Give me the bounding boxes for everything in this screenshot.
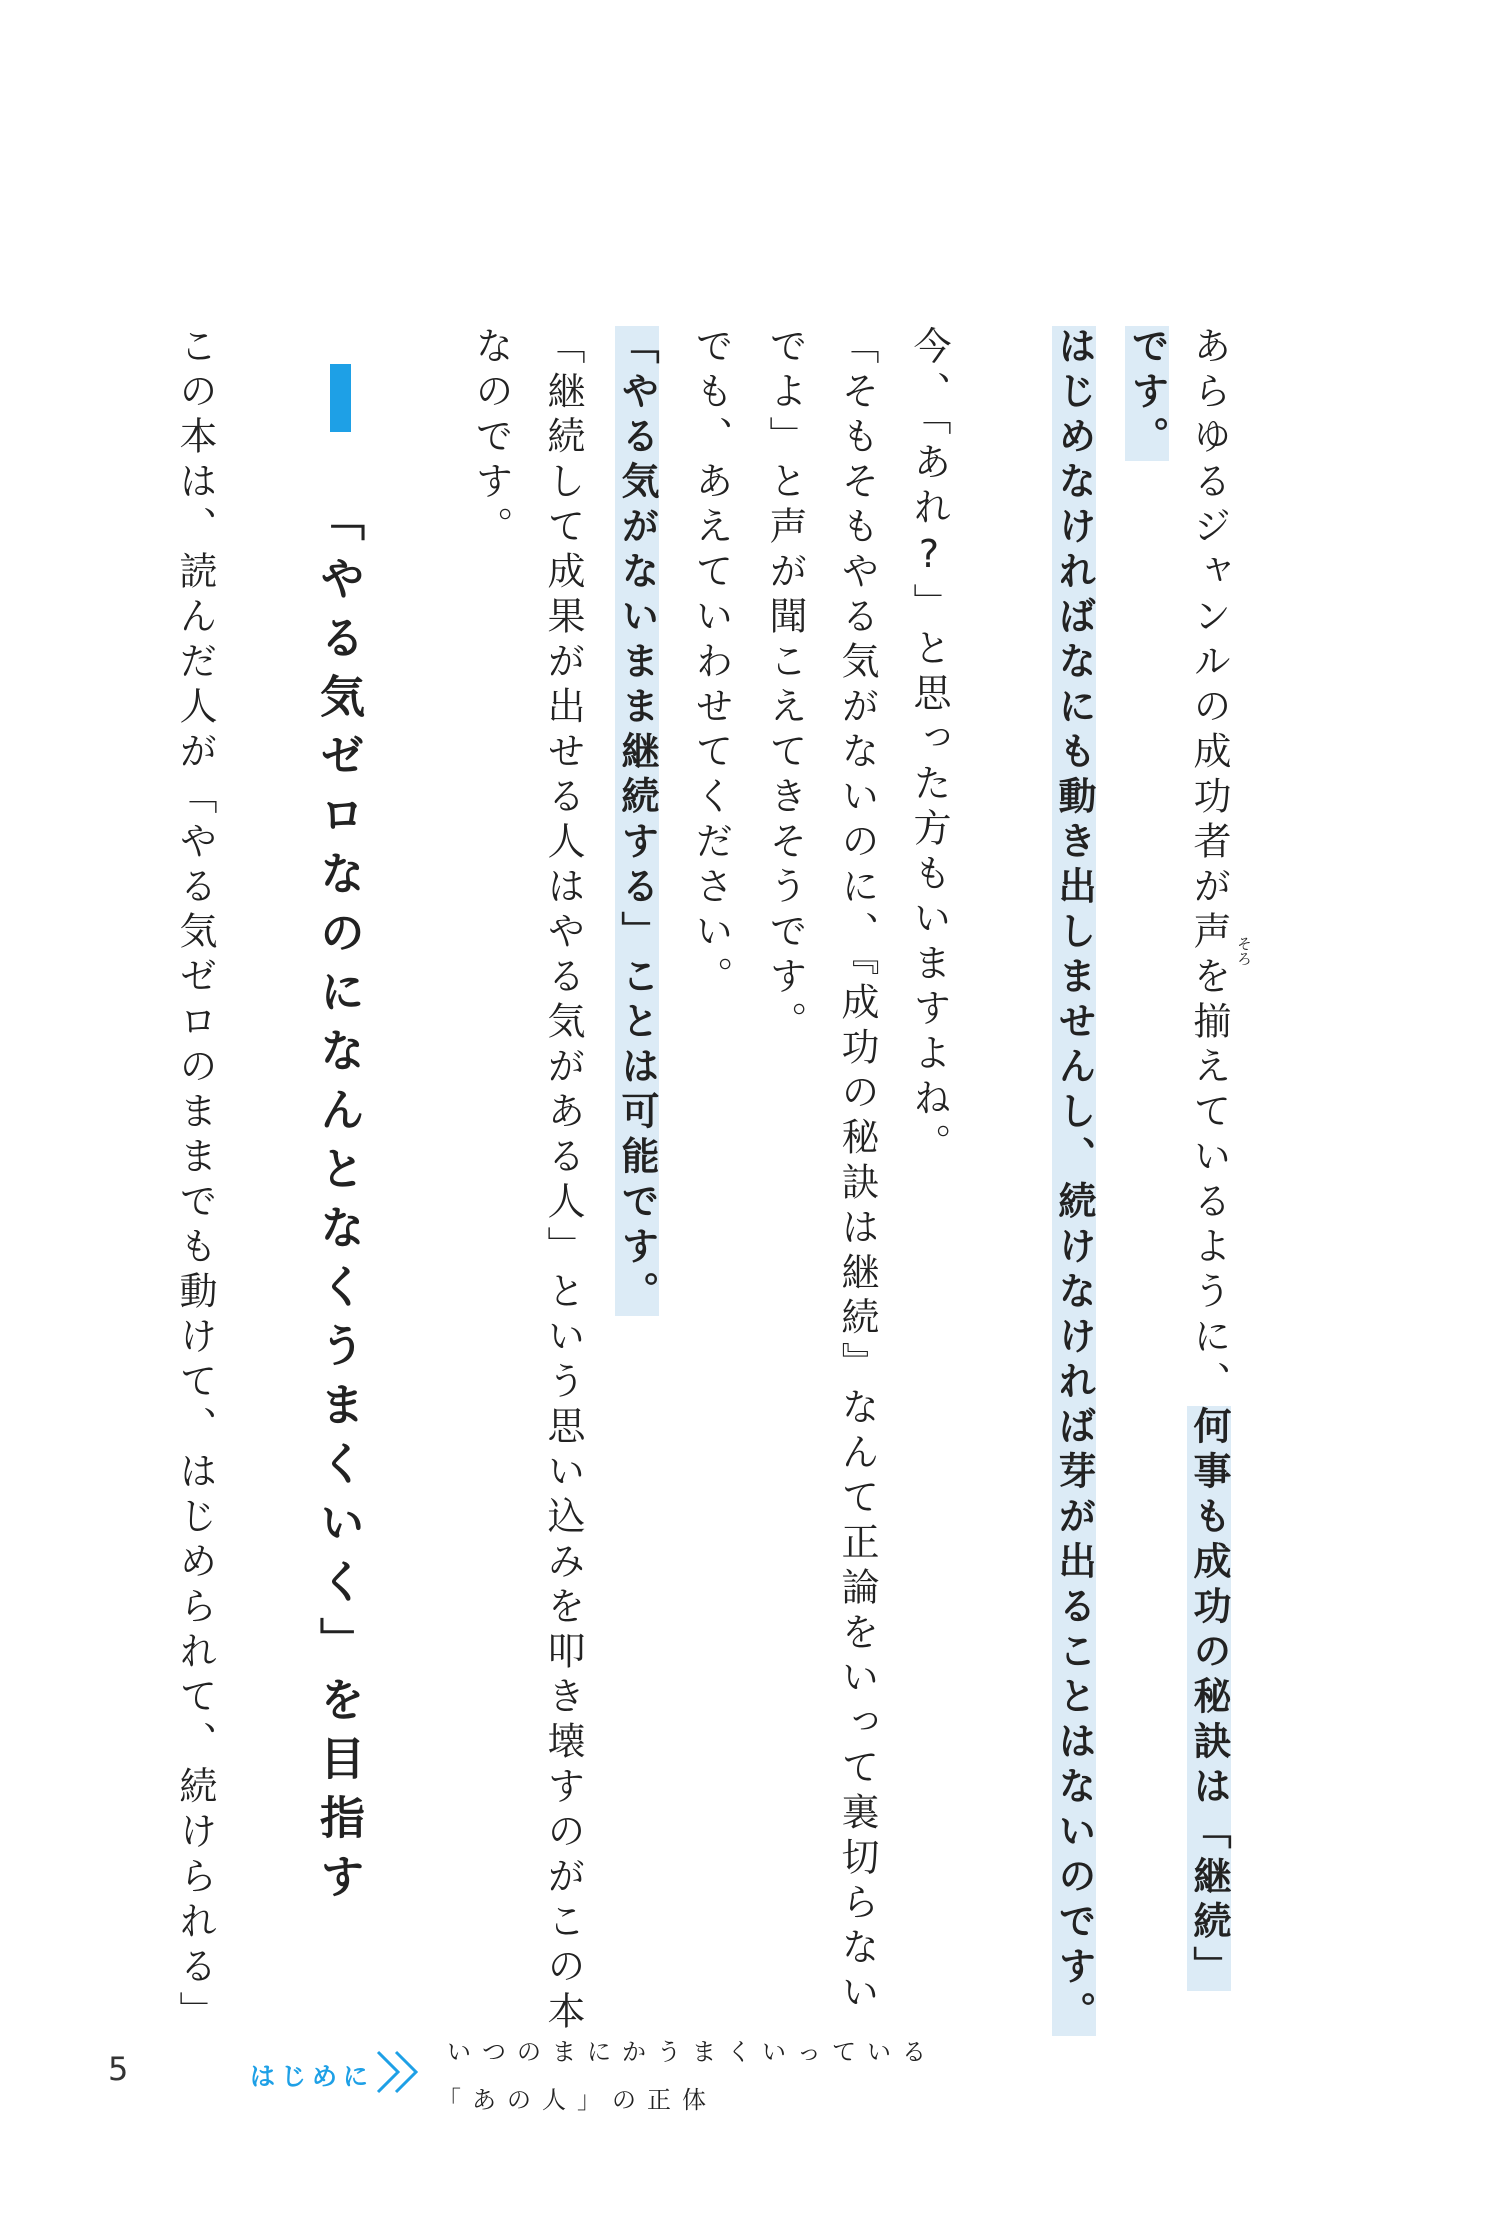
body-column-6 <box>763 326 807 1046</box>
body-column-5 <box>835 326 879 2017</box>
ruby-annotation: そろ <box>1235 936 1253 966</box>
body-column-2 <box>1125 326 1169 461</box>
body-column-3 <box>1052 326 1096 2036</box>
body-column-7 <box>689 326 733 1001</box>
emphasis-text: 何事も成功の秘訣は「継続」 <box>1187 1406 1231 1991</box>
chapter-title-line-2: 「あの人」の正体 <box>437 2086 717 2114</box>
body-column-1 <box>1187 326 1231 1991</box>
body-text: でも、あえていわせてください。 <box>689 326 733 1001</box>
section-heading: 「やる気ゼロなのになんとなくうまくいく」を目指す <box>312 496 365 1912</box>
chapter-label: はじめに <box>250 2062 375 2091</box>
body-text: この本は、読んだ人が「やる気ゼロのままでも動けて、はじめられて、続けられる」 <box>173 326 217 2036</box>
body-text: 「継続して成果が出せる人はやる気がある人」という思い込みを叩き壊すのがこの本 <box>541 326 585 2036</box>
emphasis-text: 「やる気がないまま継続する」ことは可能です。 <box>615 326 659 1316</box>
body-column-9 <box>541 326 585 2036</box>
body-column-11 <box>173 326 217 2036</box>
chapter-title-line-1: いつのまにかうまくいっている <box>447 2038 937 2066</box>
body-column-8 <box>615 326 659 1316</box>
body-column-4 <box>907 326 951 1168</box>
body-text: なのです。 <box>469 326 513 551</box>
heading-accent-bar <box>330 364 351 432</box>
page-number: 5 <box>108 2050 129 2088</box>
body-text: あらゆるジャンルの成功者が声を揃えているように、 <box>1187 326 1231 1406</box>
emphasis-text: です。 <box>1125 326 1169 461</box>
body-text: でよ」と声が聞こえてきそうです。 <box>763 326 807 1046</box>
double-chevron-right-icon <box>372 2048 426 2096</box>
body-text: 「そもそもやる気がないのに、『成功の秘訣は継続』なんて正論をいって裏切らない <box>835 326 879 2017</box>
body-column-10 <box>469 326 513 551</box>
body-text: 今、「あれ?」と思った方もいますよね。 <box>907 326 951 1168</box>
emphasis-text: はじめなければなにも動き出しませんし、続けなければ芽が出ることはないのです。 <box>1052 326 1096 2036</box>
